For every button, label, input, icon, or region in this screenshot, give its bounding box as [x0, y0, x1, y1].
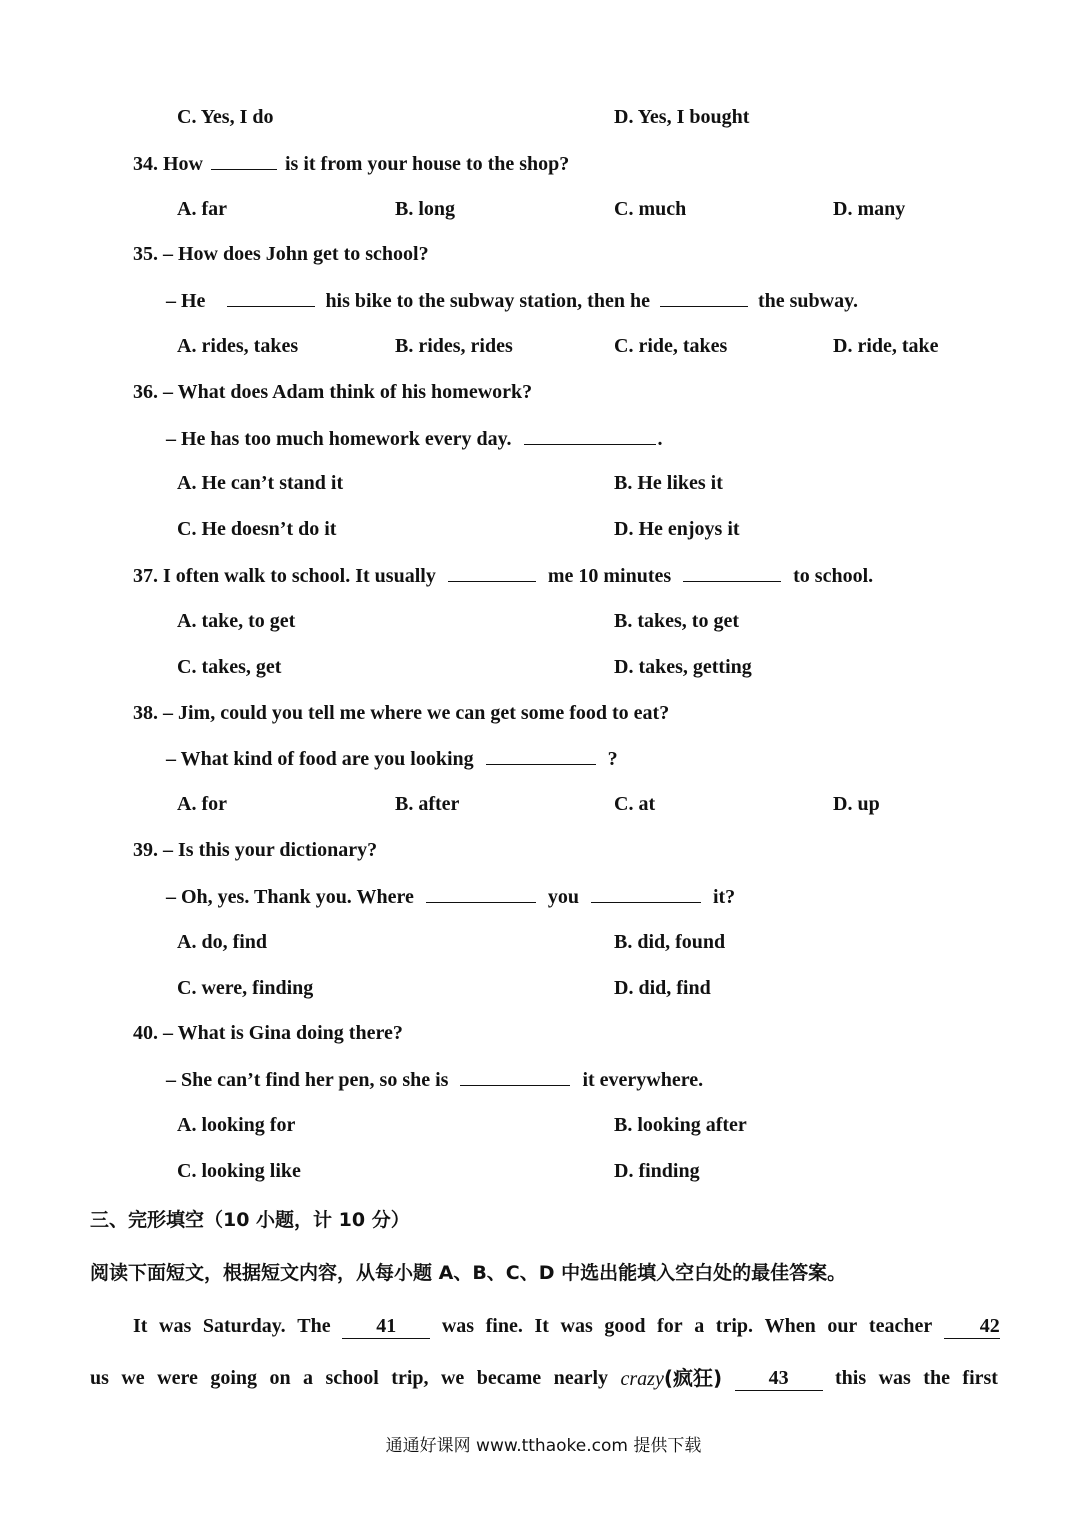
- passage-word: a: [303, 1367, 314, 1389]
- q39-blank-2: [591, 884, 701, 903]
- q34-stem-end: is it from your house to the shop?: [285, 153, 570, 175]
- section3-heading: 三、完形填空（10 小题，计 10 分）: [90, 1209, 410, 1231]
- q34-option-b: B. long: [395, 198, 456, 220]
- q40-option-a: A. looking for: [177, 1114, 296, 1136]
- passage-word: were: [157, 1367, 198, 1389]
- q36-option-d: D. He enjoys it: [614, 518, 740, 540]
- q34-stem-start: 34. How: [133, 153, 203, 175]
- q40-option-d: D. finding: [614, 1160, 700, 1182]
- blank-43: 43: [735, 1366, 823, 1391]
- q37-stem: [133, 563, 873, 588]
- blank-41: 41: [342, 1314, 430, 1339]
- q37-stem-a: 37. I often walk to school. It usually: [133, 565, 436, 587]
- q37-option-d: D. takes, getting: [614, 656, 752, 678]
- passage-word: school: [325, 1367, 379, 1389]
- passage-word: was: [441, 1315, 475, 1337]
- q36-stem: 36. – What does Adam think of his homework?: [133, 381, 533, 403]
- q33-option-c: C. Yes, I do: [177, 106, 274, 128]
- q40-option-c: C. looking like: [177, 1160, 301, 1182]
- q35-line2-a: – He: [166, 290, 206, 312]
- q37-stem-b: me 10 minutes: [547, 565, 672, 587]
- passage-word: for: [657, 1315, 683, 1337]
- q37-blank-2: [683, 563, 781, 582]
- q34-option-d: D. many: [833, 198, 906, 220]
- passage-word: trip.: [715, 1315, 753, 1337]
- q33-option-d: D. Yes, I bought: [614, 106, 750, 128]
- q35-blank-2: [660, 288, 748, 307]
- passage-word: was: [878, 1367, 911, 1389]
- q37-blank-1: [448, 563, 536, 582]
- passage-line-2: [90, 1366, 998, 1391]
- q37-option-a: A. take, to get: [177, 610, 296, 632]
- q35-option-c: C. ride, takes: [614, 335, 728, 357]
- passage-word: good: [604, 1315, 646, 1337]
- q36-line2-a: – He has too much homework every day.: [166, 428, 512, 450]
- q39-line2-b: you: [547, 886, 579, 908]
- q38-option-d: D. up: [833, 793, 880, 815]
- q38-stem: 38. – Jim, could you tell me where we can get some food to eat?: [133, 702, 670, 724]
- q40-blank: [460, 1067, 570, 1086]
- crazy-word: [621, 1366, 723, 1391]
- passage-word: trip,: [391, 1367, 429, 1389]
- q40-line2-end: it everywhere.: [582, 1069, 704, 1091]
- q36-option-b: B. He likes it: [614, 472, 723, 494]
- crazy-italic: crazy: [620, 1368, 664, 1390]
- q39-stem: 39. – Is this your dictionary?: [133, 839, 378, 861]
- q38-line2: [166, 746, 618, 771]
- passage-word: nearly: [553, 1367, 609, 1389]
- q37-stem-c: to school.: [793, 565, 874, 587]
- passage-word: we: [440, 1367, 465, 1389]
- q39-option-d: D. did, find: [614, 977, 711, 999]
- q40-line2: [166, 1067, 703, 1092]
- passage-word: fine.: [485, 1315, 523, 1337]
- crazy-translation: (疯狂): [663, 1366, 723, 1390]
- q34-option-a: A. far: [177, 198, 227, 220]
- q39-option-a: A. do, find: [177, 931, 268, 953]
- passage-word: Saturday.: [202, 1315, 286, 1337]
- q38-line2-end: ?: [607, 748, 618, 770]
- q35-stem: 35. – How does John get to school?: [133, 243, 429, 265]
- q36-option-a: A. He can’t stand it: [177, 472, 344, 494]
- q37-option-c: C. takes, get: [177, 656, 282, 678]
- q35-option-a: A. rides, takes: [177, 335, 299, 357]
- passage-word: first: [962, 1367, 998, 1389]
- passage-word: was: [560, 1315, 593, 1337]
- q39-line2: [166, 884, 735, 909]
- q38-blank: [486, 746, 596, 765]
- q39-line2-end: it?: [712, 886, 736, 908]
- q35-option-b: B. rides, rides: [395, 335, 513, 357]
- q40-stem: 40. – What is Gina doing there?: [133, 1022, 403, 1044]
- q39-line2-a: – Oh, yes. Thank you. Where: [166, 886, 414, 908]
- q35-line2-b: his bike to the subway station, then he: [325, 290, 650, 312]
- q38-option-b: B. after: [395, 793, 460, 815]
- q35-option-d: D. ride, take: [833, 335, 939, 357]
- section3-instruction: 阅读下面短文，根据短文内容，从每小题 A、B、C、D 中选出能填入空白处的最佳答案。: [90, 1262, 847, 1284]
- q36-blank: [524, 426, 656, 445]
- passage-line-1: [133, 1314, 1000, 1339]
- passage-word: teacher: [868, 1315, 933, 1337]
- q34-stem: [133, 151, 569, 176]
- q35-line2-c: the subway.: [757, 290, 858, 312]
- q36-line2: [166, 426, 663, 451]
- q39-option-b: B. did, found: [614, 931, 726, 953]
- page-footer: 通通好课网 www.tthaoke.com 提供下载: [385, 1436, 702, 1456]
- passage-word: a: [694, 1315, 705, 1337]
- q39-option-c: C. were, finding: [177, 977, 314, 999]
- q38-option-c: C. at: [614, 793, 656, 815]
- passage-word: became: [476, 1367, 542, 1389]
- q36-line2-end: .: [657, 428, 663, 450]
- q40-option-b: B. looking after: [614, 1114, 747, 1136]
- q35-blank-1: [227, 288, 315, 307]
- q37-option-b: B. takes, to get: [614, 610, 739, 632]
- q35-line2: [166, 288, 858, 313]
- passage-word: When: [764, 1315, 816, 1337]
- q38-line2-a: – What kind of food are you looking: [166, 748, 474, 770]
- passage-word: the: [923, 1367, 950, 1389]
- q40-line2-a: – She can’t find her pen, so she is: [166, 1069, 449, 1091]
- passage-word: our: [827, 1315, 858, 1337]
- passage-word: on: [269, 1367, 291, 1389]
- q34-blank: [211, 151, 277, 170]
- q34-option-c: C. much: [614, 198, 687, 220]
- passage-word: us: [90, 1367, 109, 1389]
- q36-option-c: C. He doesn’t do it: [177, 518, 337, 540]
- q38-option-a: A. for: [177, 793, 227, 815]
- blank-42: 42: [944, 1314, 1000, 1339]
- q39-blank-1: [426, 884, 536, 903]
- passage-word: was: [159, 1315, 192, 1337]
- passage-word: this: [835, 1367, 867, 1389]
- passage-word: going: [210, 1367, 257, 1389]
- passage-word: It: [133, 1315, 148, 1337]
- passage-word: we: [121, 1367, 145, 1389]
- passage-word: The: [297, 1315, 331, 1337]
- passage-word: It: [534, 1315, 549, 1337]
